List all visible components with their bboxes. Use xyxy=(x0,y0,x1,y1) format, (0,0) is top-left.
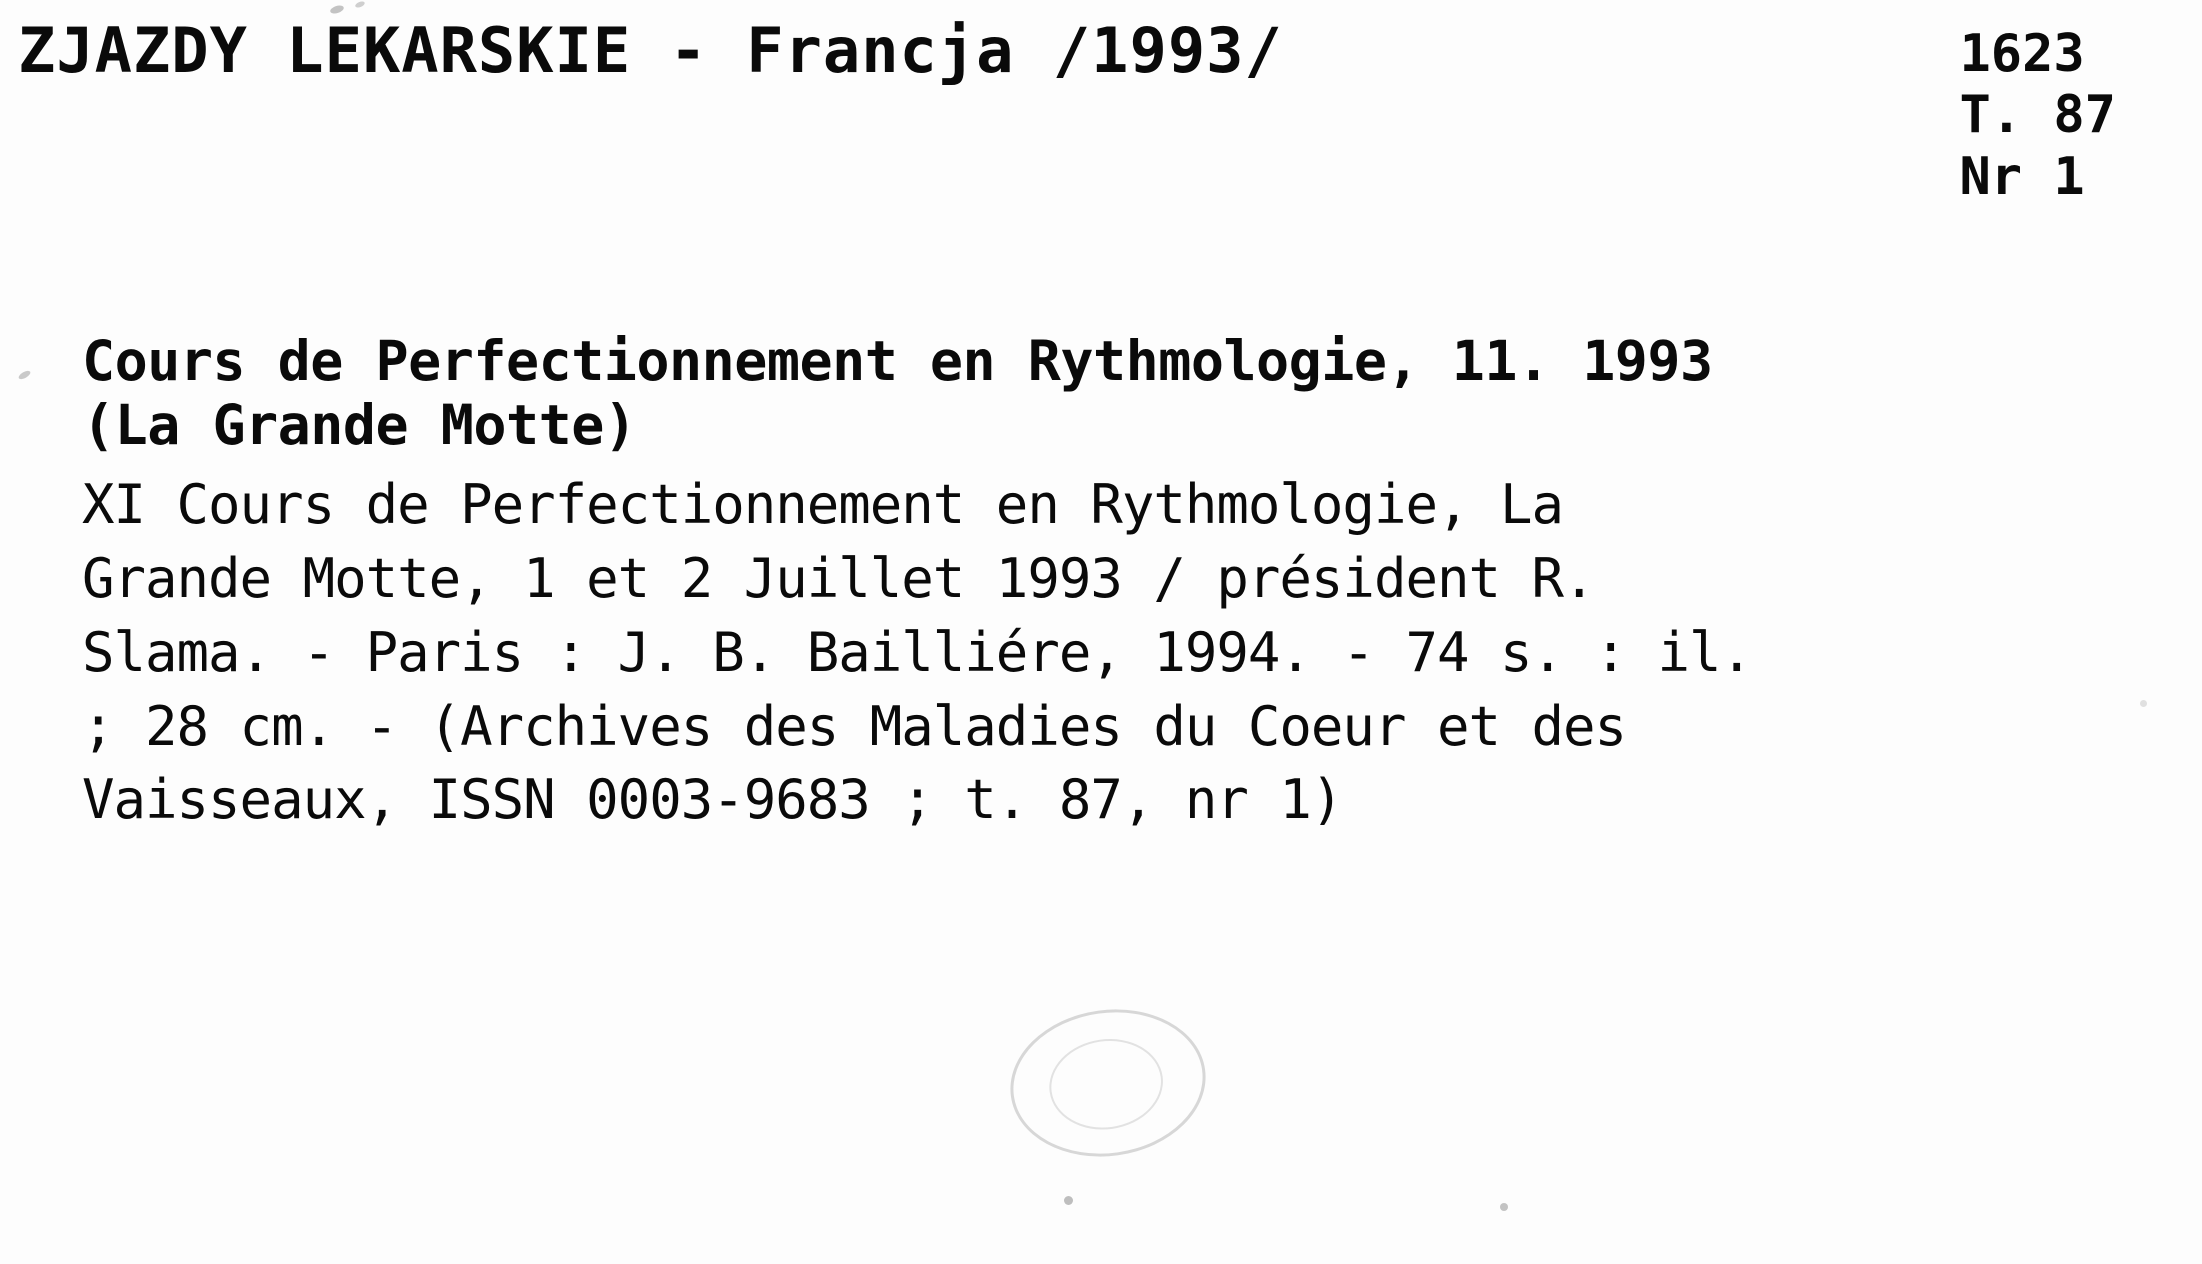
paper-speck xyxy=(354,0,365,8)
paper-watermark-smudge xyxy=(1001,997,1215,1169)
card-header xyxy=(0,14,2202,87)
record-title-line-2: (La Grande Motte) xyxy=(82,392,637,457)
description-line: XI Cours de Perfectionnement en Rythmologie, La xyxy=(82,472,1564,536)
paper-speck xyxy=(1064,1196,1073,1205)
paper-speck xyxy=(17,369,31,381)
record-description xyxy=(82,468,2162,838)
description-line: Vaisseaux, ISSN 0003-9683 ; t. 87, nr 1) xyxy=(82,768,1343,832)
record-title-line-1: Cours de Perfectionnement en Rythmologie, 11. 1993 xyxy=(82,329,1713,393)
paper-speck xyxy=(1500,1203,1508,1211)
description-line: Slama. - Paris : J. B. Bailliére, 1994. - 74 s. : il. xyxy=(82,620,1753,684)
call-number-issue: Nr 1 xyxy=(1959,146,2085,207)
call-number-id: 1623 xyxy=(1959,24,2085,84)
description-line: ; 28 cm. - (Archives des Maladies du Coeur et des xyxy=(82,694,1627,758)
description-line: Grande Motte, 1 et 2 Juillet 1993 / président R. xyxy=(82,546,1595,610)
call-number-block xyxy=(1959,24,2116,208)
record-body xyxy=(82,330,2162,837)
call-number-volume: T. 87 xyxy=(1959,85,2116,146)
subject-heading: ZJAZDY LEKARSKIE - Francja /1993/ xyxy=(18,14,1283,87)
